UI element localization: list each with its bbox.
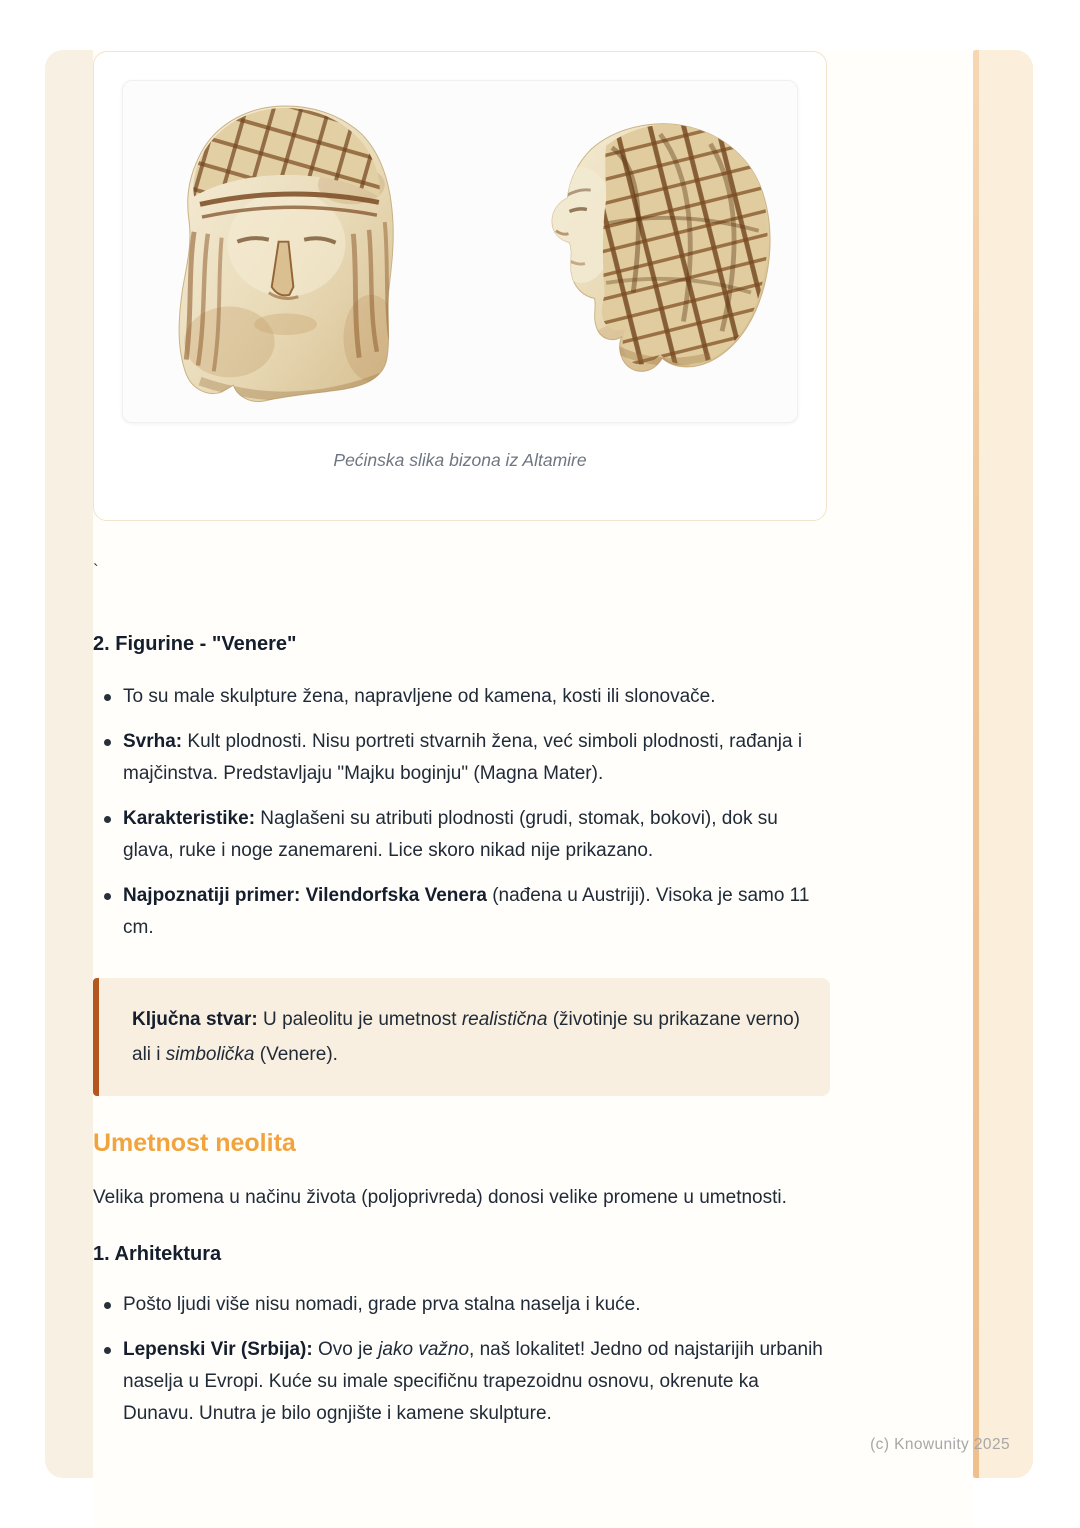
key-callout <box>93 978 830 1096</box>
list-item <box>93 1334 830 1430</box>
list-item-lead: Najpoznatiji primer: Vilendorfska Venera <box>123 885 487 906</box>
stray-backtick: ` <box>93 561 99 580</box>
callout-text: (životinje su prikazane verno) ali i <box>132 1009 801 1065</box>
document-content <box>93 51 830 1430</box>
list-item-text: Kult plodnosti. Nisu portreti stvarnih žena, već simboli plodnosti, rađanja i majčinstva. Predstavljaju "Majku boginju" (Magna Mater). <box>123 731 803 784</box>
intro-paragraph: Velika promena u načinu života (poljoprivreda) donosi velike promene u umetnosti. <box>93 1187 787 1208</box>
carved-ivory-head-front-image <box>143 94 428 409</box>
figure-caption: Pećinska slika bizona iz Altamire <box>333 450 587 470</box>
bullet-list-figurine <box>93 681 830 944</box>
list-item-lead: Karakteristike: <box>123 808 256 829</box>
list-item-text: (nađena u Austriji). Visoka je samo 11 cm. <box>123 885 810 938</box>
bullet-list-architecture <box>93 1289 830 1430</box>
list-item-lead: Lepenski Vir (Srbija): <box>123 1339 313 1360</box>
list-item-text: Pošto ljudi više nisu nomadi, grade prva stalna naselja i kuće. <box>123 1294 641 1315</box>
right-margin-stripe <box>979 50 1033 1478</box>
carved-ivory-head-profile-image <box>498 107 778 397</box>
callout-italic: simbolička <box>165 1044 255 1065</box>
callout-italic: realistična <box>461 1009 548 1030</box>
list-item-text: Naglašeni su atributi plodnosti (grudi, stomak, bokovi), dok su glava, ruke i noge zanemareni. Lice skoro nikad nije prikazano. <box>123 808 778 861</box>
callout-text: (Venere). <box>254 1044 338 1065</box>
list-item <box>93 681 830 713</box>
list-item <box>93 880 830 944</box>
list-item-italic: jako važno <box>378 1339 470 1360</box>
subsection-heading-architecture: 1. Arhitektura <box>93 1243 222 1265</box>
watermark: (c) Knowunity 2025 <box>870 1436 1010 1453</box>
list-item-text: , naš lokalitet! Jedno od najstarijih urbanih naselja u Evropi. Kuće su imale specifičnu trapezoidnu osnovu, okrenute ka Dunavu. Unutra je bilo ognjište i kamene skulpture. <box>123 1339 823 1424</box>
figure-card <box>93 51 827 521</box>
section-heading-neolit: Umetnost neolita <box>93 1129 296 1157</box>
section-heading-figurine: 2. Figurine - "Venere" <box>93 633 297 655</box>
callout-text: U paleolitu je umetnost <box>257 1009 462 1030</box>
figure-image-panel <box>122 80 798 423</box>
list-item-text: To su male skulpture žena, napravljene od kamena, kosti ili slonovače. <box>123 686 716 707</box>
callout-lead: Ključna stvar: <box>132 1009 258 1030</box>
list-item <box>93 1289 830 1321</box>
list-item <box>93 803 830 867</box>
list-item-lead: Svrha: <box>123 731 183 752</box>
list-item-text: Ovo je <box>312 1339 379 1360</box>
list-item <box>93 726 830 790</box>
